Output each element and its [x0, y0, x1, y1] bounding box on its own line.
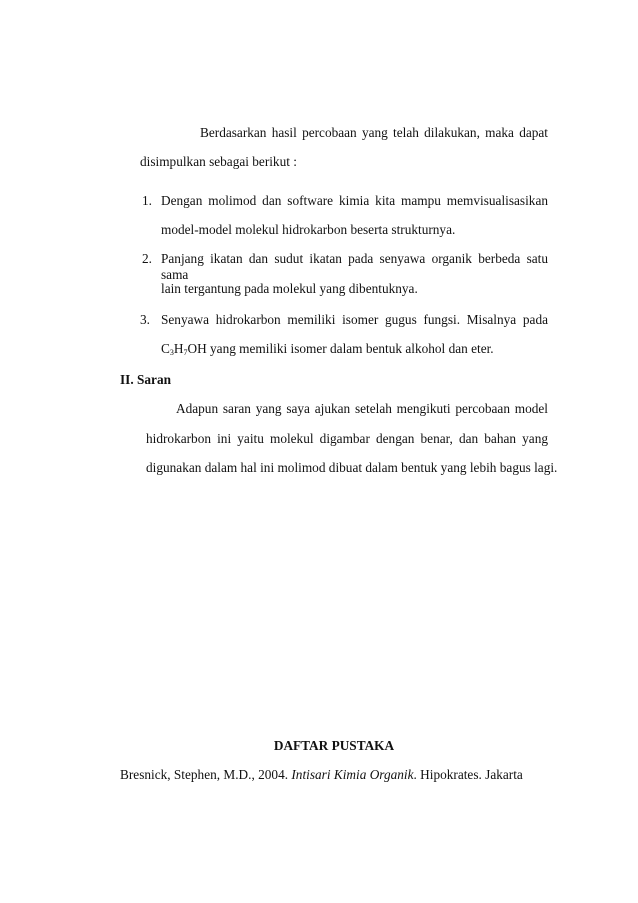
list-number: 1. — [142, 193, 152, 208]
list-item-3-line1: Senyawa hidrokarbon memiliki isomer gugus fungsi. Misalnya pada — [161, 312, 548, 327]
reference-entry — [120, 767, 523, 783]
list-item-2-line2: lain tergantung pada molekul yang dibentuknya. — [161, 281, 418, 296]
saran-line1: Adapun saran yang saya ajukan setelah mengikuti percobaan model — [176, 401, 548, 416]
saran-heading: II. Saran — [120, 372, 171, 387]
saran-line3: digunakan dalam hal ini molimod dibuat dalam bentuk yang lebih bagus lagi. — [146, 460, 558, 475]
reference-authors: Bresnick, Stephen, M.D., 2004. — [120, 767, 292, 782]
list-item-1-line2: model-model molekul hidrokarbon beserta strukturnya. — [161, 222, 456, 237]
list-number: 3. — [140, 312, 150, 327]
list-item-2-line1: Panjang ikatan dan sudut ikatan pada senyawa organik berbeda satu sama — [161, 251, 548, 282]
formula-carbon-subscript: 3 — [169, 348, 174, 357]
formula-hydrogen: H — [173, 341, 184, 356]
reference-title: Intisari Kimia Organik — [291, 767, 414, 782]
references-heading: DAFTAR PUSTAKA — [273, 738, 395, 753]
saran-line2: hidrokarbon ini yaitu molekul digambar dengan benar, dan bahan yang — [146, 431, 548, 446]
formula-hydrogen-subscript: 7 — [183, 348, 188, 357]
list-item-1-line1: Dengan molimod dan software kimia kita mampu memvisualisasikan — [161, 193, 548, 208]
reference-publisher: . Hipokrates. Jakarta — [413, 767, 523, 782]
conclusion-intro-line1: Berdasarkan hasil percobaan yang telah dilakukan, maka dapat — [200, 125, 548, 140]
list-item-3-line2-text: OH yang memiliki isomer dalam bentuk alkohol dan eter. — [187, 341, 494, 356]
formula-carbon: C — [161, 341, 170, 356]
list-item-3-line2 — [161, 341, 494, 357]
conclusion-intro-line2: disimpulkan sebagai berikut : — [140, 154, 297, 169]
list-number: 2. — [142, 251, 152, 266]
